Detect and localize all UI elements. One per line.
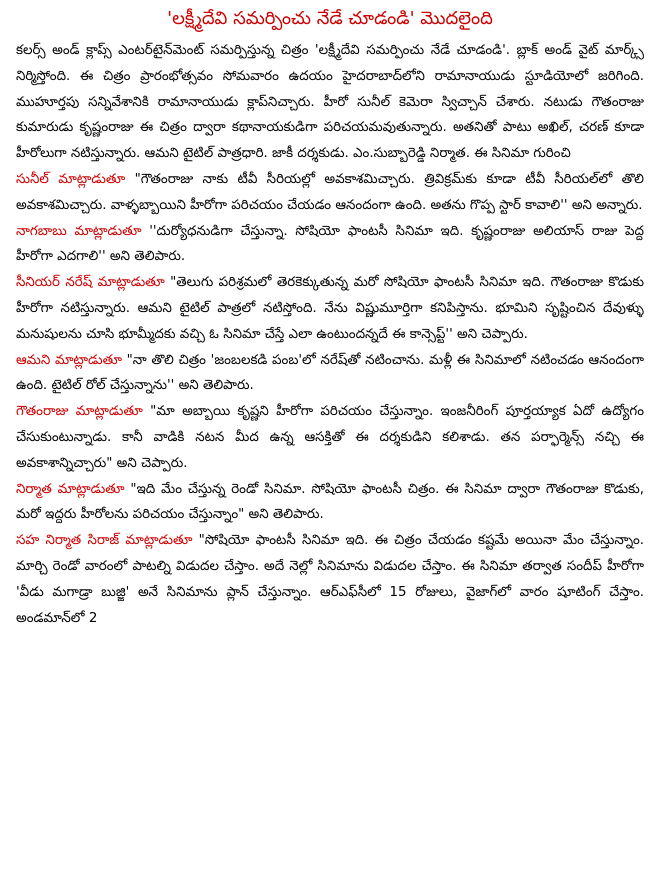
- quote-speaker: సీనియర్ నరేష్ మాట్లాడుతూ: [16, 275, 165, 291]
- quote-speaker: నాగబాబు మాట్లాడుతూ: [16, 223, 142, 239]
- quote-text: "గౌతంరాజు నాకు టీవీ సీరియల్లో అవకాశమిచ్చారు. త్రివిక్రమ్‌కు కూడా టీవీ సీరియల్‌లో తొలి అవకాశమిచ్చారు. వాళ్ళబ్బాయిని హీరోగా పరిచయం చేయడం ఆనందంగా ఉంది. అతను గొప్ప స్టార్ కావాలి'' అని అన్నారు.: [16, 171, 644, 213]
- quote-speaker: నిర్మాత మాట్లాడుతూ: [16, 481, 125, 497]
- article-intro: కలర్స్ అండ్ క్లాప్స్ ఎంటర్‌టైన్‌మెంట్ సమర్పిస్తున్న చిత్రం 'లక్ష్మీదేవి సమర్పించు నేడే చూడండి'. బ్లాక్ అండ్ వైట్ మార్క్స్ నిర్మిస్తోంది. ఈ చిత్రం ప్రారంభోత్సవం సోమవారం ఉదయం హైదరాబాద్‌లోని రామానాయుడు స్టూడియోలో జరిగింది. ముహూర్తపు సన్నివేశానికి రామానాయుడు క్లాప్‌నిచ్చారు. హీరో సునీల్ కెమెరా స్విచ్చాన్ చేశారు. నటుడు గౌతంరాజు కుమారుడు కృష్ణంరాజు ఈ చిత్రం ద్వారా కథానాయకుడిగా పరిచయమవుతున్నారు. అతనితో పాటు అఖిల్, చరణ్ కూడా హీరోలుగా నటిస్తున్నారు. ఆమని టైటిల్ పాత్రధారి. జాకీ దర్శకుడు. ఎం.సుబ్బారెడ్డి నిర్మాత. ఈ సినిమా గురించి: [16, 43, 644, 162]
- article-headline: 'లక్ష్మీదేవి సమర్పించు నేడే చూడండి' మొదలైంది: [167, 8, 493, 29]
- quote-speaker: సునీల్ మాట్లాడుతూ: [16, 171, 126, 187]
- quote-paragraph: [16, 399, 644, 476]
- quote-speaker: సహ నిర్మాత సిరాజ్ మాట్లాడుతూ: [16, 533, 193, 549]
- quote-text: "తెలుగు పరిశ్రమలో తెరకెక్కుతున్న మరో సోషియో ఫాంటసీ సినిమా ఇది. గౌతంరాజు కొడుకు హీరోగా నటిస్తున్నారు. ఆమని టైటిల్ పాత్రలో నటిస్తోంది. నేను విష్ణుమూర్తిగా కనిపిస్తాను. భూమిని సృష్టించిన దేవుళ్ళు మనుషులను చూసి భూమ్మీదకు వచ్చి ఓ సినిమా చేస్తే ఎలా ఉంటుందన్నదే ఈ కాన్సెప్ట్'' అని చెప్పారు.: [16, 275, 645, 342]
- quote-text: "ఇది మేం చేస్తున్న రెండో సినిమా. సోషియో ఫాంటసీ చిత్రం. ఈ సినిమా ద్వారా గౌతంరాజు కొడుకు, మరో ఇద్దరు హీరోలను పరిచయం చేస్తున్నాం" అని తెలిపారు.: [16, 481, 645, 523]
- quote-paragraph: [16, 167, 644, 219]
- quote-paragraph: [16, 528, 644, 631]
- quote-paragraph: [16, 477, 644, 529]
- quote-text: "మా అబ్బాయి కృష్ణని హీరోగా పరిచయం చేస్తున్నాం. ఇంజనీరింగ్ పూర్తయ్యాక ఏదో ఉద్యోగం చేసుకుంటున్నాడు. కానీ వాడికి నటన మీద ఉన్న ఆసక్తితో ఈ దర్శకుడిని కలిశాడు. తన పర్ఫార్మెన్స్ నచ్చి ఈ అవకాశాన్నిచ్చారు" అని చెప్పారు.: [16, 404, 644, 471]
- quote-paragraph: [16, 348, 644, 400]
- quote-speaker: గౌతంరాజు మాట్లాడుతూ: [16, 404, 143, 420]
- quote-text: "సోషియో ఫాంటసీ సినిమా ఇది. ఈ చిత్రం చేయడం కష్టమే అయినా మేం చేస్తున్నాం. మార్చి రెండో వారంలో పాటల్ని విడుదల చేస్తాం. అదే నెల్లో సినిమాను విడుదల చేస్తాం. ఈ సినిమా తర్వాత సందీప్ హీరోగా 'వీడు మగాడ్రా బుజ్జి' అనే సినిమాను ప్లాన్ చేస్తున్నాం. ఆర్‌ఎఫ్‌సీలో 15 రోజులు, వైజాగ్‌లో వారం షూటింగ్ చేస్తాం. అండమాన్‌లో 2: [16, 533, 645, 626]
- quote-text: ''దుర్యోధనుడిగా చేస్తున్నా. సోషియో ఫాంటసీ సినిమా ఇది. కృష్ణంరాజు అలియాస్ రాజు పెద్ద హీరోగా ఎదగాలి'' అని తెలిపారు.: [16, 223, 644, 265]
- quote-paragraph: [16, 219, 644, 271]
- quote-speaker: ఆమని మాట్లాడుతూ: [16, 352, 122, 368]
- quote-paragraph: [16, 270, 644, 347]
- quote-text: "నా తొలి చిత్రం 'జంబలకడి పంబ'లో నరేష్‌తో నటించాను. మళ్లీ ఈ సినిమాలో నటించడం ఆనందంగా ఉంది. టైటిల్ రోల్ చేస్తున్నాను'' అని తెలిపారు.: [16, 352, 644, 394]
